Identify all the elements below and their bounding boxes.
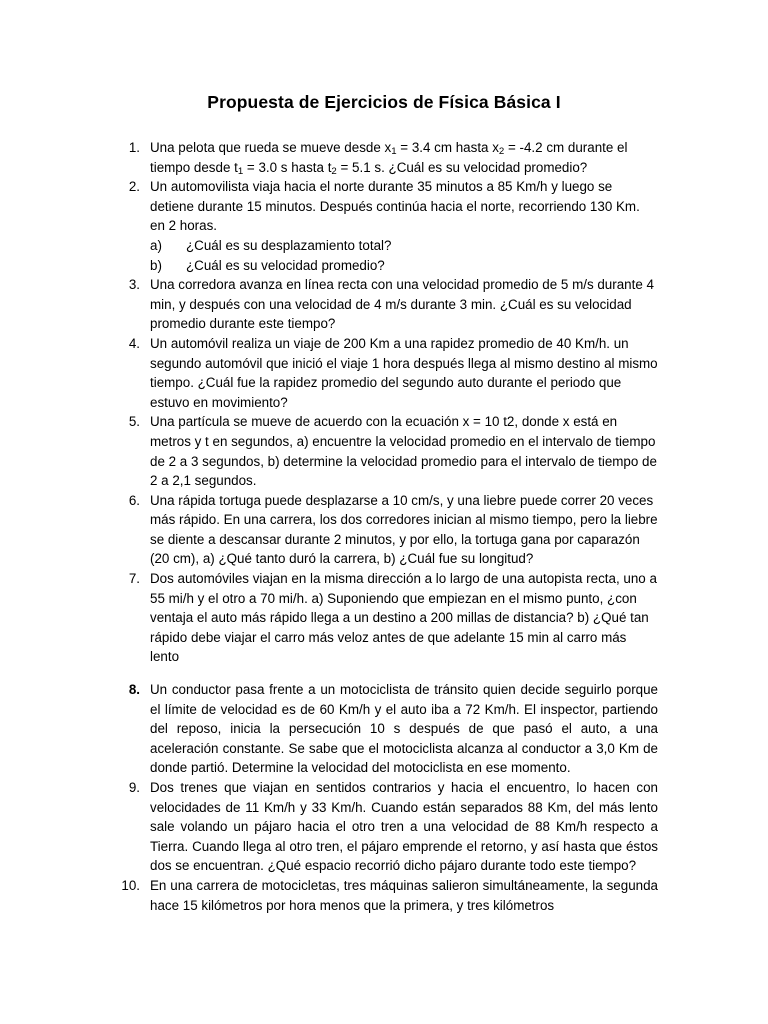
exercise-item-marker: 2.	[128, 179, 140, 195]
exercise-item-marker: 1.	[128, 140, 140, 155]
exercise-subitem	[150, 256, 658, 276]
exercise-item	[112, 680, 658, 778]
exercise-item-text: Un automovilista viaja hacia el norte durante 35 minutos a 85 Km/h y luego se detiene durante 15 minutos. Después continúa hacia el norte, recorriendo 130 Km. en 2 horas.	[150, 179, 640, 234]
exercise-item	[112, 177, 658, 275]
exercise-item-text: Un conductor pasa frente a un motociclista de tránsito quien decide seguirlo porque el límite de velocidad es de 60 Km/h y el auto iba a 72 Km/h. El inspector, partiendo del reposo, inicia la persecución 10 s después de que pasó el auto, a una aceleración constante. Se sabe que el motociclista alcanza al conductor a 3,0 Km de donde partió. Determine la velocidad del motociclista en ese momento.	[150, 682, 658, 776]
page-title: Propuesta de Ejercicios de Física Básica I	[207, 91, 561, 112]
exercise-item-text: Una corredora avanza en línea recta con una velocidad promedio de 5 m/s durante 4 min, y después con una velocidad de 4 m/s durante 3 min. ¿Cuál es su velocidad promedio durante este tiempo?	[150, 277, 654, 332]
exercise-item	[112, 569, 658, 667]
exercise-item-marker: 4.	[128, 335, 140, 351]
exercise-item-text: Una pelota que rueda se mueve desde $x_1 = 3.4$ cm hasta $x_2 = -4.2$ cm durante el tiempo desde $t_1 = 3.0$ s hasta $t_2 = 5.1$ s. ¿Cuál es su velocidad promedio?	[150, 140, 628, 177]
exercise-item-text: Un automóvil realiza un viaje de 200 Km a una rapidez promedio de 40 Km/h. un segundo automóvil que inició el viaje 1 hora después llega al mismo destino al mismo tiempo. ¿Cuál fue la rapidez promedio del segundo auto durante el periodo que estuvo en movimiento?	[150, 335, 658, 410]
exercise-list	[112, 138, 658, 915]
exercise-item	[112, 334, 658, 412]
exercise-item-text: En una carrera de motocicletas, tres máquinas salieron simultáneamente, la segunda hace 15 kilómetros por hora menos que la primera, y tres kilómetros	[150, 877, 658, 913]
exercise-item-marker: 3.	[128, 277, 140, 293]
exercise-subitem	[150, 236, 658, 256]
exercise-item-marker: 7.	[128, 571, 140, 587]
exercise-item	[112, 138, 658, 177]
exercise-item-text: Una partícula se mueve de acuerdo con la ecuación x = 10 t2, donde x está en metros y t en segundos, a) encuentre la velocidad promedio en el intervalo de tiempo de 2 a 3 segundos, b) determine la velocidad promedio para el intervalo de tiempo de 2 a 2,1 segundos.	[150, 414, 657, 489]
exercise-item	[112, 412, 658, 490]
exercise-item-marker: 6.	[128, 492, 140, 508]
exercise-subitem-marker: a)	[150, 237, 162, 253]
exercise-item	[112, 876, 658, 915]
exercise-item-marker: 8.	[128, 682, 140, 698]
exercise-subitem-text: ¿Cuál es su desplazamiento total?	[186, 237, 392, 253]
exercise-item-text: Una rápida tortuga puede desplazarse a 10 cm/s, y una liebre puede correr 20 veces más rápido. En una carrera, los dos corredores inician al mismo tiempo, pero la liebre se diente a descansar durante 2 minutos, y por ello, la tortuga gana por caparazón (20 cm), a) ¿Qué tanto duró la carrera, b) ¿Cuál fue su longitud?	[150, 492, 658, 567]
exercise-item-text: Dos automóviles viajan en la misma dirección a lo largo de una autopista recta, uno a 55 mi/h y el otro a 70 mi/h. a) Suponiendo que empiezan en el mismo punto, ¿con ventaja el auto más rápido llega a un destino a 200 millas de distancia? b) ¿Qué tan rápido debe viajar el carro más veloz antes de que adelante 15 min al carro más lento	[150, 571, 657, 665]
exercise-item-marker: 10.	[121, 877, 140, 893]
exercise-item	[112, 778, 658, 876]
exercise-item	[112, 275, 658, 334]
exercise-item-marker: 9.	[128, 780, 140, 795]
exercise-item-marker: 5.	[128, 414, 140, 430]
exercise-item	[112, 491, 658, 569]
exercise-subitem-text: ¿Cuál es su velocidad promedio?	[186, 257, 385, 273]
exercise-item-text: Dos trenes que viajan en sentidos contrarios y hacia el encuentro, lo hacen con velocidades de 11 Km/h y 33 Km/h. Cuando están separados 88 Km, del más lento sale volando un pájaro hacia el otro tren a una velocidad de 88 Km/h respecto a Tierra. Cuando llega al otro tren, el pájaro emprende el retorno, y así hasta que éstos dos se encuentran. ¿Qué espacio recorrió dicho pájaro durante todo este tiempo?	[150, 780, 658, 874]
exercise-subitem-list	[150, 236, 658, 275]
exercise-list-container	[112, 138, 658, 915]
exercise-subitem-marker: b)	[150, 257, 162, 273]
